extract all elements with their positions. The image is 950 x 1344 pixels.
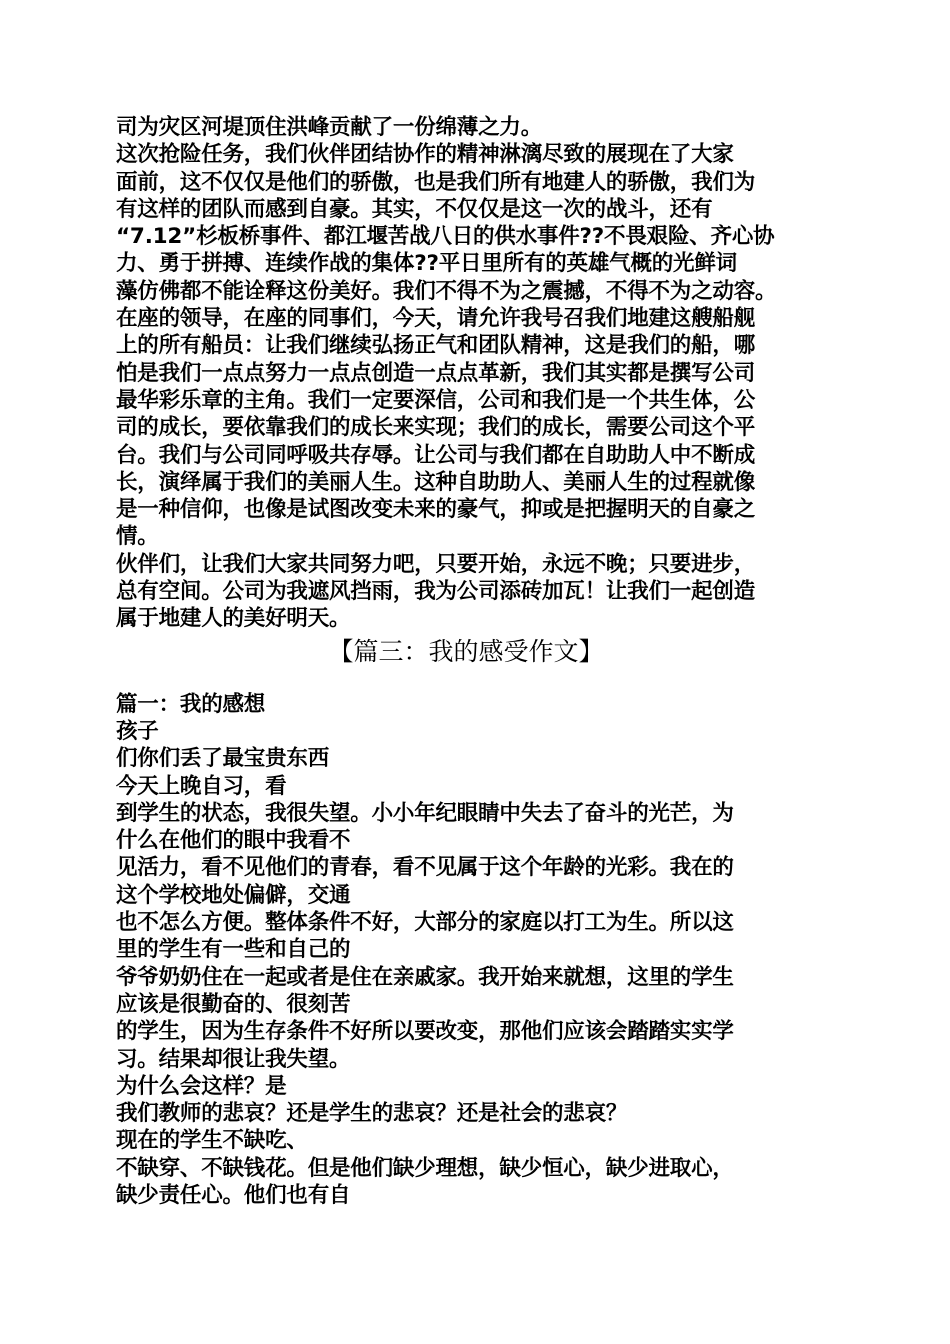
text-line: “7.12”杉板桥事件、都江堰苦战八日的供水事件??不畏艰险、齐心协	[116, 224, 775, 250]
text-line: 有这样的团队而感到自豪。其实，不仅仅是这一次的战斗，还有	[116, 196, 713, 222]
text-line: 什么在他们的眼中我看不	[116, 828, 351, 854]
text-line: 里的学生有一些和自己的	[116, 937, 351, 963]
text-line: 篇一：我的感想	[116, 691, 266, 717]
text-line: 是一种信仰，也像是试图改变未来的豪气，抑或是把握明天的自豪之	[116, 497, 756, 523]
document-page	[116, 114, 856, 1209]
text-line: 也不怎么方便。整体条件不好，大部分的家庭以打工为生。所以这	[116, 910, 734, 936]
text-line: 现在的学生不缺吃、	[116, 1128, 308, 1154]
text-line: 上的所有船员：让我们继续弘扬正气和团队精神，这是我们的船，哪	[116, 333, 756, 359]
text-line: 司的成长，要依靠我们的成长来实现；我们的成长，需要公司这个平	[116, 415, 756, 441]
text-line: 爷爷奶奶住在一起或者是住在亲戚家。我开始来就想，这里的学生	[116, 964, 734, 990]
text-line: 伙伴们，让我们大家共同努力吧，只要开始，永远不晚；只要进步，	[116, 551, 756, 577]
essay-text-section	[116, 691, 856, 1210]
text-line: 为什么会这样？是	[116, 1073, 287, 1099]
text-line: 最华彩乐章的主角。我们一定要深信，公司和我们是一个共生体，公	[116, 387, 756, 413]
text-line: 的学生，因为生存条件不好所以要改变，那他们应该会踏踏实实学	[116, 1019, 734, 1045]
text-line: 长，演绎属于我们的美丽人生。这种自助助人、美丽人生的过程就像	[116, 469, 756, 495]
text-line: 孩子	[116, 718, 159, 744]
text-line: 台。我们与公司同呼吸共存辱。让公司与我们都在自助助人中不断成	[116, 442, 756, 468]
text-line: 在座的领导，在座的同事们，今天，请允许我号召我们地建这艘船舰	[116, 306, 756, 332]
text-line: 见活力，看不见他们的青春，看不见属于这个年龄的光彩。我在的	[116, 855, 734, 881]
text-line: 不缺穿、不缺钱花。但是他们缺少理想，缺少恒心，缺少进取心，	[116, 1155, 734, 1181]
text-line: 力、勇于拼搏、连续作战的集体??平日里所有的英雄气概的光鲜词	[116, 251, 737, 277]
text-line: 到学生的状态，我很失望。小小年纪眼睛中失去了奋斗的光芒，为	[116, 800, 734, 826]
text-line: 缺少责任心。他们也有自	[116, 1182, 351, 1208]
text-line: 我们教师的悲哀？还是学生的悲哀？还是社会的悲哀？	[116, 1101, 628, 1127]
speech-text-section	[116, 114, 856, 633]
text-line: 藻仿佛都不能诠释这份美好。我们不得不为之震撼，不得不为之动容。	[116, 278, 777, 304]
text-line: 今天上晚自习，看	[116, 773, 287, 799]
text-line: 面前，这不仅仅是他们的骄傲，也是我们所有地建人的骄傲，我们为	[116, 169, 756, 195]
text-line: 司为灾区河堤顶住洪峰贡献了一份绵薄之力。	[116, 115, 543, 140]
text-line: 这次抢险任务，我们伙伴团结协作的精神淋漓尽致的展现在了大家	[116, 142, 734, 168]
text-line: 应该是很勤奋的、很刻苦	[116, 991, 351, 1017]
text-line: 怕是我们一点点努力一点点创造一点点革新，我们其实都是撰写公司	[116, 360, 756, 386]
text-line: 情。	[116, 524, 159, 550]
text-line: 这个学校地处偏僻，交通	[116, 882, 351, 908]
section-heading: 【篇三：我的感受作文】	[328, 636, 604, 666]
text-line: 总有空间。公司为我遮风挡雨，我为公司添砖加瓦！让我们一起创造	[116, 579, 756, 605]
text-line: 习。结果却很让我失望。	[116, 1046, 351, 1072]
text-line: 属于地建人的美好明天。	[116, 606, 351, 632]
text-line: 们你们丢了最宝贵东西	[116, 746, 330, 772]
